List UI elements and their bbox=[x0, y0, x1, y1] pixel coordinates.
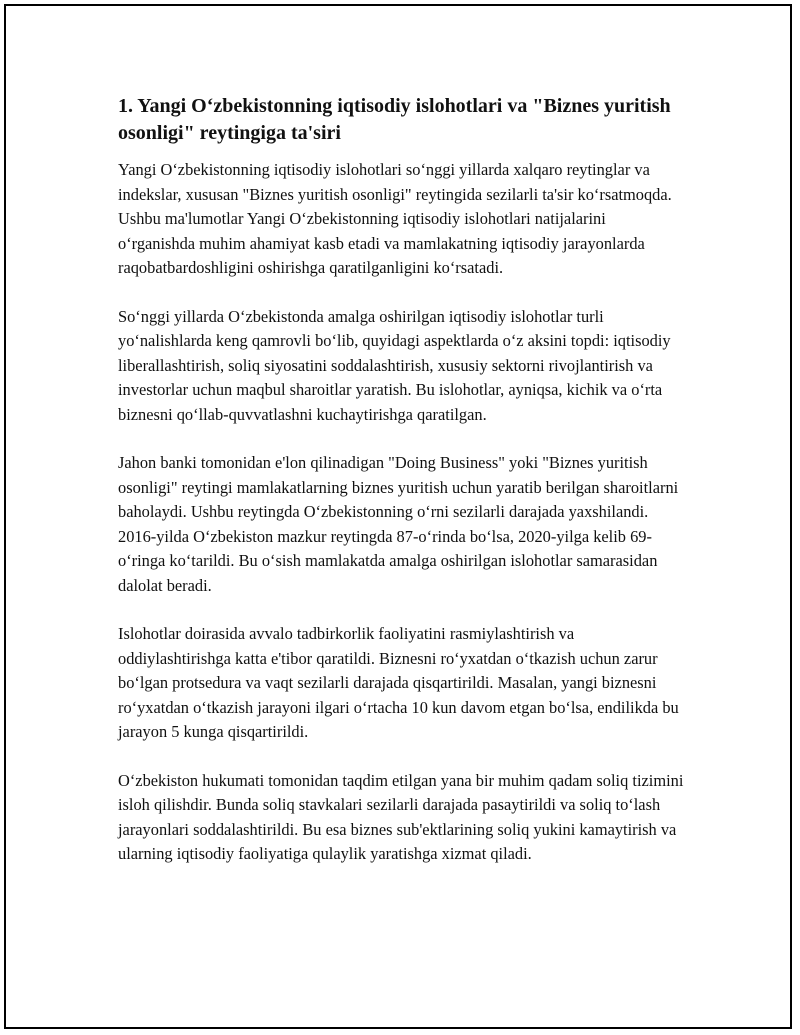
document-body bbox=[118, 93, 686, 891]
paragraph-doing-business: Jahon banki tomonidan e'lon qilinadigan "Doing Business" yoki "Biznes yuritish osonligi" reytingi mamlakatlarning biznes yuritish uchun yaratib berilgan sharoitlarni baholaydi. Ushbu reytingda O‘zbekistonning o‘rni sezilarli darajada yaxshilandi. 2016-yilda O‘zbekiston mazkur reytingda 87-o‘rinda bo‘lsa, 2020-yilga kelib 69-o‘ringa ko‘tarildi. Bu o‘sish mamlakatda amalga oshirilgan islohotlar samarasidan dalolat beradi. bbox=[118, 453, 679, 595]
paragraph-intro: Yangi O‘zbekistonning iqtisodiy islohotlari so‘nggi yillarda xalqaro reytinglar va indekslar, xususan "Biznes yuritish osonligi" reytingida sezilarli ta'sir ko‘rsatmoqda. Ushbu ma'lumotlar Yangi O‘zbekistonning iqtisodiy islohotlari natijalarini o‘rganishda muhim ahamiyat kasb etadi va mamlakatning iqtisodiy jarayonlarda raqobatbardoshligini oshirishga qaratilganligini ko‘rsatadi. bbox=[118, 160, 672, 277]
paragraph-registration: Islohotlar doirasida avvalo tadbirkorlik faoliyatini rasmiylashtirish va oddiylashtirishga katta e'tibor qaratildi. Biznesni ro‘yxatdan o‘tkazish uchun zarur bo‘lgan protsedura va vaqt sezilarli darajada qisqartirildi. Masalan, yangi biznesni ro‘yxatdan o‘tkazish jarayoni ilgari o‘rtacha 10 kun davom etgan bo‘lsa, endilikda bu jarayon 5 kunga qisqartirildi. bbox=[118, 624, 679, 741]
paragraph-tax: O‘zbekiston hukumati tomonidan taqdim etilgan yana bir muhim qadam soliq tizimini isloh qilishdir. Bunda soliq stavkalari sezilarli darajada pasaytirildi va soliq to‘lash jarayonlari soddalashtirildi. Bu esa biznes sub'ektlarining soliq yukini kamaytirish va ularning iqtisodiy faoliyatiga qulaylik yaratishga xizmat qiladi. bbox=[118, 770, 684, 863]
document-title: 1. Yangi O‘zbekistonning iqtisodiy islohotlari va "Biznes yuritish osonligi" reytingiga ta'siri bbox=[118, 95, 671, 144]
paragraph-reforms: So‘nggi yillarda O‘zbekistonda amalga oshirilgan iqtisodiy islohotlar turli yo‘nalishlarda keng qamrovli bo‘lib, quyidagi aspektlarda o‘z aksini topdi: iqtisodiy liberallashtirish, soliq siyosatini soddalashtirish, xususiy sektorni rivojlantirish va investorlar uchun maqbul sharoitlar yaratish. Bu islohotlar, ayniqsa, kichik va o‘rta biznesni qo‘llab-quvvatlashni kuchaytirishga qaratilgan. bbox=[118, 306, 671, 424]
